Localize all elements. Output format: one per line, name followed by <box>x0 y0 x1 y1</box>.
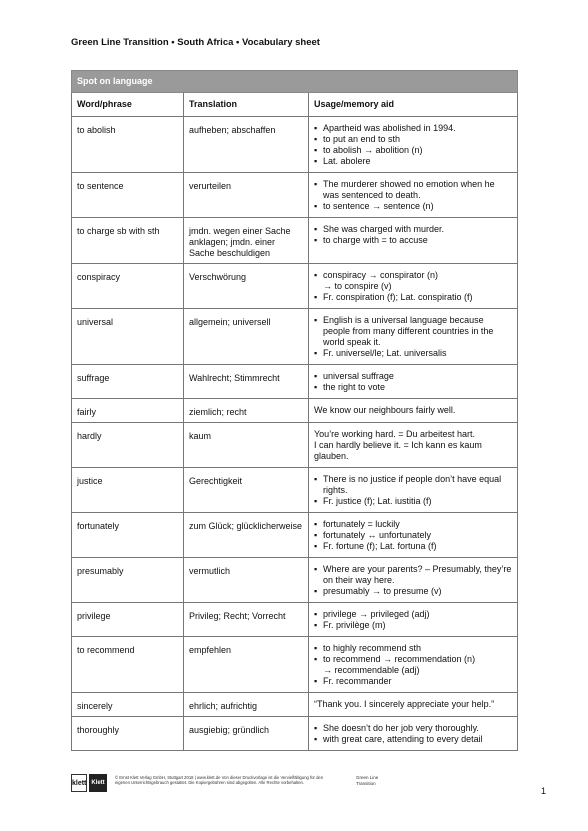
table-row <box>72 117 518 173</box>
table-banner: Spot on language <box>72 71 518 93</box>
usage-list <box>314 270 512 303</box>
column-header-word: Word/phrase <box>72 93 184 117</box>
usage-bullet: ▪ Fr. privilège (m) <box>314 620 512 631</box>
usage-list <box>314 371 512 393</box>
translation-cell: zum Glück; glücklicherweise <box>184 513 309 558</box>
table-header-row <box>72 93 518 117</box>
usage-list <box>314 123 512 167</box>
usage-bullet: ▪ She doesn’t do her job very thoroughly. <box>314 723 512 734</box>
usage-text: “Thank you. I sincerely appreciate your help.” <box>314 699 495 709</box>
column-header-usage: Usage/memory aid <box>309 93 518 117</box>
usage-list <box>314 179 512 212</box>
table-row <box>72 264 518 309</box>
page-number: 1 <box>541 786 547 796</box>
table-row <box>72 637 518 693</box>
table-row <box>72 423 518 468</box>
word-cell: justice <box>72 468 184 513</box>
translation-cell: vermutlich <box>184 558 309 603</box>
word-cell: conspiracy <box>72 264 184 309</box>
table-row <box>72 468 518 513</box>
usage-cell <box>309 309 518 365</box>
usage-bullet: ▪ Lat. abolere <box>314 156 512 167</box>
word-cell: presumably <box>72 558 184 603</box>
usage-bullet: ▪ to abolish → abolition (n) <box>314 145 512 156</box>
usage-bullet: ▪ The murderer showed no emotion when he was sentenced to death. <box>314 179 512 201</box>
table-row <box>72 399 518 423</box>
usage-list <box>314 519 512 552</box>
word-cell: universal <box>72 309 184 365</box>
table-row <box>72 717 518 751</box>
table-row <box>72 558 518 603</box>
usage-bullet: ▪ privilege → privileged (adj) <box>314 609 512 620</box>
usage-cell <box>309 264 518 309</box>
usage-list <box>314 643 512 687</box>
usage-cell <box>309 637 518 693</box>
usage-list <box>314 315 512 359</box>
translation-cell: empfehlen <box>184 637 309 693</box>
usage-cell <box>309 558 518 603</box>
usage-bullet: ▪ universal suffrage <box>314 371 512 382</box>
usage-list <box>314 224 512 246</box>
usage-bullet: ▪ fortunately = luckily <box>314 519 512 530</box>
usage-text: We know our neighbours fairly well. <box>314 405 456 415</box>
usage-bullet: ▪ Fr. justice (f); Lat. iustitia (f) <box>314 496 512 507</box>
usage-list <box>314 609 512 631</box>
vocabulary-table <box>71 70 518 751</box>
usage-bullet: ▪ conspiracy → conspirator (n) <box>314 270 512 281</box>
translation-cell: Verschwörung <box>184 264 309 309</box>
usage-bullet: ▪ to highly recommend sth <box>314 643 512 654</box>
usage-cell <box>309 513 518 558</box>
translation-cell: Gerechtigkeit <box>184 468 309 513</box>
column-header-translation: Translation <box>184 93 309 117</box>
logo-mark-right: Klett <box>89 774 107 792</box>
usage-cell <box>309 218 518 264</box>
translation-cell: kaum <box>184 423 309 468</box>
word-cell: fairly <box>72 399 184 423</box>
usage-continuation: → to conspire (v) <box>323 281 392 291</box>
series-line-2: Transition <box>356 780 376 786</box>
translation-cell: Privileg; Recht; Vorrecht <box>184 603 309 637</box>
translation-cell: ausgiebig; gründlich <box>184 717 309 751</box>
usage-bullet: ▪ English is a universal language because people from many different countries in the world speak it. <box>314 315 512 348</box>
table-row <box>72 218 518 264</box>
table-row <box>72 309 518 365</box>
word-cell: suffrage <box>72 365 184 399</box>
usage-text: I can hardly believe it. = Ich kann es kaum glauben. <box>314 440 482 461</box>
usage-bullet: ▪ There is no justice if people don’t have equal rights. <box>314 474 512 496</box>
page-footer <box>71 774 551 798</box>
usage-cell <box>309 423 518 468</box>
word-cell: to recommend <box>72 637 184 693</box>
word-cell: sincerely <box>72 693 184 717</box>
usage-list <box>314 723 512 745</box>
table-row <box>72 513 518 558</box>
table-row <box>72 365 518 399</box>
usage-list <box>314 474 512 507</box>
usage-cell <box>309 693 518 717</box>
usage-bullet: ▪ to sentence → sentence (n) <box>314 201 512 212</box>
table-row <box>72 693 518 717</box>
usage-bullet: ▪ to put an end to sth <box>314 134 512 145</box>
translation-cell: aufheben; abschaffen <box>184 117 309 173</box>
page-title: Green Line Transition • South Africa • Vocabulary sheet <box>71 37 320 48</box>
word-cell: to charge sb with sth <box>72 218 184 264</box>
usage-continuation: → recommendable (adj) <box>323 665 420 675</box>
publisher-logo <box>71 774 107 792</box>
translation-cell: ehrlich; aufrichtig <box>184 693 309 717</box>
usage-cell <box>309 468 518 513</box>
translation-cell: ziemlich; recht <box>184 399 309 423</box>
usage-cell <box>309 365 518 399</box>
usage-list <box>314 564 512 597</box>
word-cell: to abolish <box>72 117 184 173</box>
table-banner-row <box>72 71 518 93</box>
usage-bullet: ▪ presumably → to presume (v) <box>314 586 512 597</box>
logo-mark-left: klett <box>71 774 87 792</box>
usage-bullet: ▪ to charge with = to accuse <box>314 235 512 246</box>
usage-bullet: ▪ Apartheid was abolished in 1994. <box>314 123 512 134</box>
usage-cell <box>309 717 518 751</box>
usage-bullet: ▪ with great care, attending to every detail <box>314 734 512 745</box>
usage-bullet: ▪ Where are your parents? – Presumably, they’re on their way here. <box>314 564 512 586</box>
translation-cell: jmdn. wegen einer Sache anklagen; jmdn. einer Sache beschuldigen <box>184 218 309 264</box>
series-label <box>356 775 378 786</box>
word-cell: thoroughly <box>72 717 184 751</box>
word-cell: fortunately <box>72 513 184 558</box>
table-row <box>72 173 518 218</box>
copyright-notice: © Ernst Klett Verlag GmbH, Stuttgart 2018 | www.klett.de Von dieser Druckvorlage ist die Vervielfältigung für den eigenen Unterrichtsgebrauch gestattet. Die Kopiergebühren sind abgegolten. Alle Rechte vorbehalten. <box>115 775 324 786</box>
usage-bullet: ▪ Fr. recommander <box>314 676 512 687</box>
usage-text: You’re working hard. = Du arbeitest hart. <box>314 429 476 439</box>
table-row <box>72 603 518 637</box>
usage-cell <box>309 117 518 173</box>
word-cell: privilege <box>72 603 184 637</box>
usage-cell <box>309 603 518 637</box>
usage-bullet: ▪ Fr. fortune (f); Lat. fortuna (f) <box>314 541 512 552</box>
usage-bullet: ▪ fortunately ↔ unfortunately <box>314 530 512 541</box>
translation-cell: verurteilen <box>184 173 309 218</box>
translation-cell: allgemein; universell <box>184 309 309 365</box>
usage-bullet: ▪ to recommend → recommendation (n) <box>314 654 512 665</box>
usage-bullet: ▪ She was charged with murder. <box>314 224 512 235</box>
usage-bullet: ▪ Fr. conspiration (f); Lat. conspiratio (f) <box>314 292 512 303</box>
word-cell: to sentence <box>72 173 184 218</box>
usage-cell <box>309 173 518 218</box>
usage-cell <box>309 399 518 423</box>
word-cell: hardly <box>72 423 184 468</box>
translation-cell: Wahlrecht; Stimmrecht <box>184 365 309 399</box>
usage-bullet: ▪ the right to vote <box>314 382 512 393</box>
series-line-1: Green Line <box>356 775 379 780</box>
usage-bullet: ▪ Fr. universel/le; Lat. universalis <box>314 348 512 359</box>
